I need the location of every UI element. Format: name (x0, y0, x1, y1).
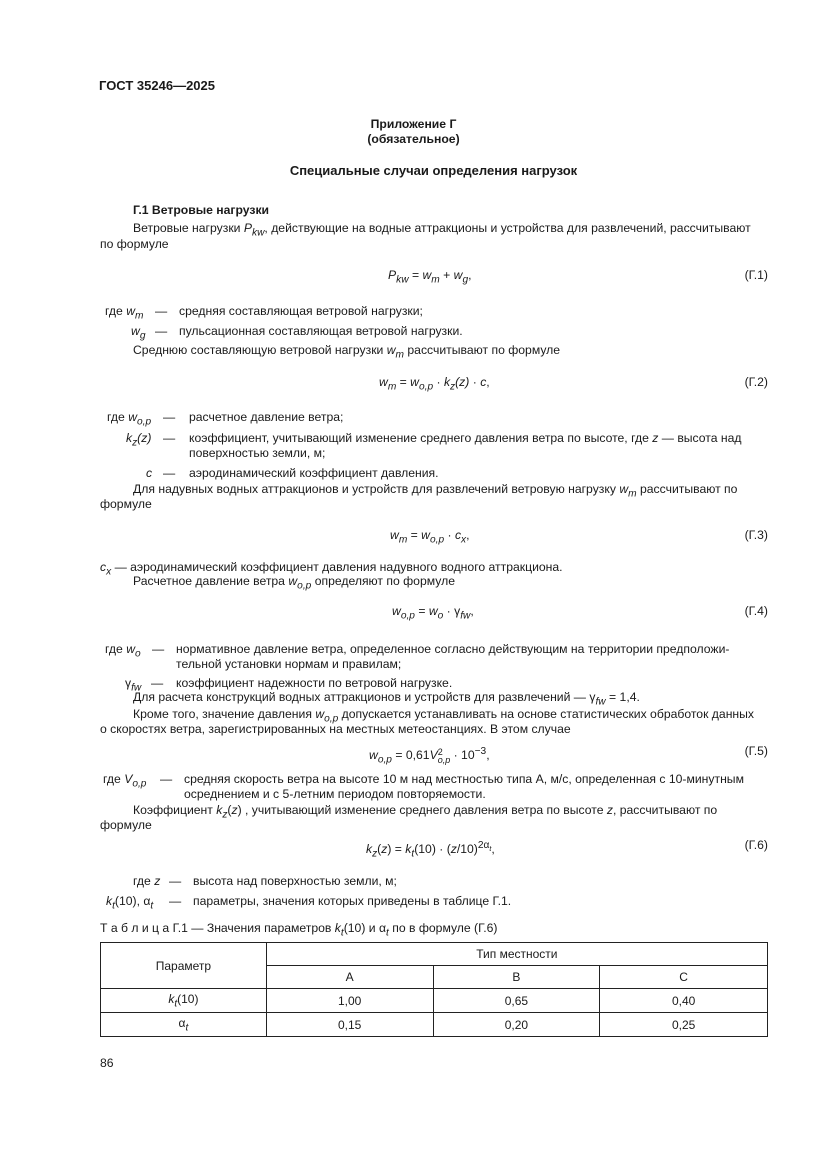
table-header-b: B (433, 966, 600, 989)
appendix-status: (обязательное) (367, 132, 460, 146)
equation-label: (Г.1) (744, 268, 768, 282)
table-cell: 0,20 (433, 1013, 600, 1037)
table-cell: 0,65 (433, 989, 600, 1013)
definition-kt: $k_t(10)$, $\alpha_t$ — параметры, значения которых приведены в таблице Г.1. (106, 894, 512, 912)
equation-label: (Г.5) (744, 744, 768, 758)
formula-g6: $k_z(z) = k_t(10) \cdot (z/10)^{2\alpha_t}$, (366, 840, 495, 860)
definition-v-cont: осреднением и с 5-летним периодом повторяемости. (184, 787, 486, 801)
table-header-c: C (600, 966, 768, 989)
section-title: Специальные случаи определения нагрузок (289, 163, 578, 178)
definition-kz: $k_z(z)$ — коэффициент, учитывающий изменение среднего давления ветра по высоте, где z — высота над (126, 431, 742, 449)
formula-g2: $w_m = w_{o,p} \cdot k_z(z) \cdot c$, (379, 375, 490, 393)
table-cell: 1,00 (266, 989, 433, 1013)
equation-label: (Г.2) (744, 375, 768, 389)
paragraph-mean-component: Среднюю составляющую ветровой нагрузки $w_m$ рассчитывают по формуле (133, 343, 561, 361)
paragraph-statistics: Кроме того, значение давления $w_{o,p}$ допускается устанавливать на основе статистических обработок данных (133, 707, 755, 725)
row-label-alpha: $\alpha_t$ (101, 1013, 267, 1037)
definition-wop: где $w_{o,p}$ — расчетное давление ветра; (107, 410, 344, 428)
paragraph-line: по формуле (100, 237, 169, 251)
table-cell: 0,15 (266, 1013, 433, 1037)
definition-wg: $w_g$ — пульсационная составляющая ветровой нагрузки. (131, 324, 463, 342)
table-header-group: Тип местности (266, 943, 767, 966)
formula-g1: $P_{kw} = w_m + w_g$, (388, 268, 472, 286)
paragraph-line: о скоростях ветра, зарегистрированных на местных метеостанциях. В этом случае (100, 722, 571, 736)
paragraph-inflatable: Для надувных водных аттракционов и устройств для развлечений ветровую нагрузку $w_m$ рассчитывают по (133, 482, 738, 500)
appendix-title: Приложение Г (370, 117, 457, 131)
table-cell: 0,25 (600, 1013, 768, 1037)
row-label-kt: $k_t(10)$ (101, 989, 267, 1013)
equation-label: (Г.4) (744, 604, 768, 618)
table-row (101, 1013, 768, 1037)
page-number: 86 (100, 1056, 114, 1070)
parameters-table (100, 942, 768, 1037)
subsection-title: Г.1 Ветровые нагрузки (133, 203, 270, 217)
table-row (101, 989, 768, 1013)
definition-kz-cont: поверхностью земли, м; (189, 446, 326, 460)
equation-label: (Г.3) (744, 528, 768, 542)
paragraph-design-pressure: Расчетное давление ветра $w_{o,p}$ определяют по формуле (133, 574, 455, 592)
paragraph-line: формуле (100, 818, 152, 832)
document-header: ГОСТ 35246—2025 (99, 78, 215, 93)
paragraph-wind-loads: Ветровые нагрузки $P_{kw}$, действующие на водные аттракционы и устройства для развлечений, рассчитывают (133, 221, 751, 239)
formula-g5: $w_{o,p} = 0,61V$ 2 o,p · $10^{-3}$, (369, 746, 490, 766)
table-header-param: Параметр (101, 943, 267, 989)
definition-wo: где $w_o$ — нормативное давление ветра, определенное согласно действующим на территории предположи- (105, 642, 730, 660)
definition-c: c — аэродинамический коэффициент давления. (146, 466, 439, 480)
definition-wm: где $w_m$ — средняя составляющая ветровой нагрузки; (105, 304, 423, 322)
paragraph-kz: Коэффициент $k_z(z)$ , учитывающий изменение среднего давления ветра по высоте z, рассчитывают по (133, 803, 718, 821)
paragraph-gfw-value: Для расчета конструкций водных аттракционов и устройств для развлечений — $\gamma_{fw} = 1,4$. (133, 690, 640, 708)
definition-gfw: $\gamma_{fw}$ — коэффициент надежности по ветровой нагрузке. (125, 676, 453, 694)
definition-wo-cont: тельной установки нормам и правилам; (176, 657, 402, 671)
definition-cx: $c_x$ — аэродинамический коэффициент давления надувного водного аттракциона. (100, 560, 563, 578)
definition-z: где z — высота над поверхностью земли, м; (133, 874, 397, 888)
paragraph-line: формуле (100, 497, 152, 511)
table-caption: Т а б л и ц а Г.1 — Значения параметров $k_t(10)$ и $\alpha_t$ по в формуле (Г.6) (100, 921, 498, 939)
formula-g3: $w_m = w_{o,p} \cdot c_x$, (390, 528, 470, 546)
definition-v: где $V_{o,p}$ — средняя скорость ветра на высоте 10 м над местностью типа А, м/с, определенная с 10-минутным (103, 772, 744, 790)
equation-label: (Г.6) (744, 838, 768, 852)
table-header-a: A (266, 966, 433, 989)
table-cell: 0,40 (600, 989, 768, 1013)
formula-g4: $w_{o,p} = w_o \cdot \gamma_{fw}$, (392, 604, 474, 622)
